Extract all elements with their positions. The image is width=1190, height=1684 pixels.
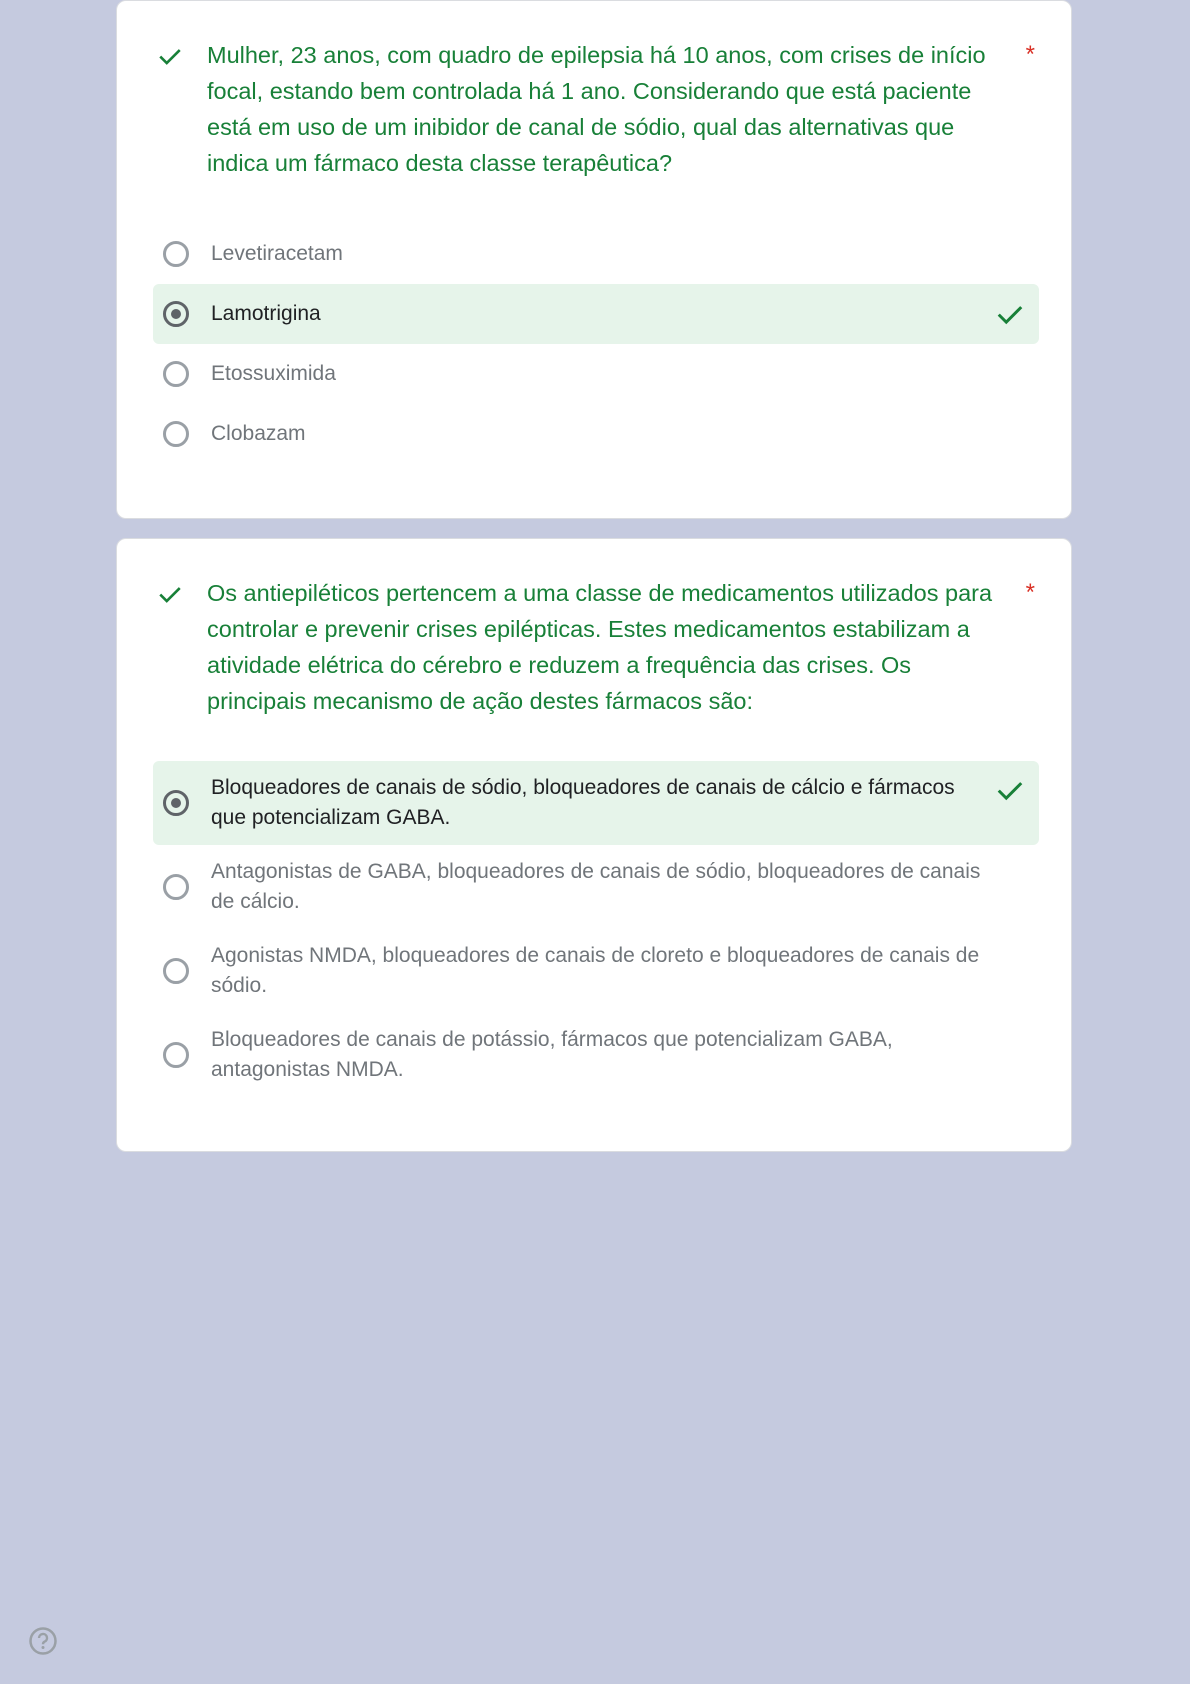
radio-button-selected[interactable] (163, 301, 189, 327)
radio-button[interactable] (163, 361, 189, 387)
option-clobazam[interactable] (153, 404, 1039, 464)
option-line: que potencializam GABA. (211, 806, 451, 829)
question-line: Mulher, 23 anos, com quadro de epilepsia há 10 anos, com crises de início (207, 42, 986, 68)
option-etossuximida[interactable] (153, 344, 1039, 404)
required-asterisk: * (1025, 41, 1035, 68)
question-title (207, 37, 1017, 181)
question-line: principais mecanismo de ação destes fármacos são: (207, 688, 753, 714)
option-label: Clobazam (211, 422, 306, 445)
radio-button[interactable] (163, 1042, 189, 1068)
option-line: Bloqueadores de canais de potássio, fármacos que potencializam GABA, (211, 1028, 893, 1051)
option-label: Levetiracetam (211, 242, 343, 265)
option-line: antagonistas NMDA. (211, 1058, 404, 1081)
question-card-1 (116, 0, 1072, 519)
correct-check-icon (995, 299, 1025, 329)
question-line: indica um fármaco desta classe terapêutica? (207, 150, 673, 176)
option-line: Agonistas NMDA, bloqueadores de canais de cloreto e bloqueadores de canais de (211, 944, 980, 967)
radio-button-selected[interactable] (163, 790, 189, 816)
option-3[interactable] (153, 929, 1039, 1013)
option-line: Bloqueadores de canais de sódio, bloqueadores de canais de cálcio e fármacos (211, 776, 955, 799)
option-1[interactable] (153, 761, 1039, 845)
option-4[interactable] (153, 1013, 1039, 1097)
radio-button[interactable] (163, 958, 189, 984)
option-2[interactable] (153, 845, 1039, 929)
required-asterisk: * (1025, 579, 1035, 606)
option-lamotrigina[interactable] (153, 284, 1039, 344)
question-line: está em uso de um inibidor de canal de sódio, qual das alternativas que (207, 114, 955, 140)
radio-button[interactable] (163, 421, 189, 447)
option-label (211, 941, 1011, 1001)
radio-button[interactable] (163, 874, 189, 900)
option-levetiracetam[interactable] (153, 224, 1039, 284)
check-icon (157, 43, 183, 69)
radio-button[interactable] (163, 241, 189, 267)
question-line: atividade elétrica do cérebro e reduzem a frequência das crises. Os (207, 652, 912, 678)
option-line: Antagonistas de GABA, bloqueadores de canais de sódio, bloqueadores de canais (211, 860, 981, 883)
check-icon (157, 581, 183, 607)
option-line: sódio. (211, 974, 268, 997)
question-line: Os antiepiléticos pertencem a uma classe de medicamentos utilizados para (207, 580, 993, 606)
option-label (211, 773, 1011, 833)
question-line: focal, estando bem controlada há 1 ano. Considerando que está paciente (207, 78, 972, 104)
option-label (211, 1025, 1011, 1085)
question-line: controlar e prevenir crises epilépticas. Estes medicamentos estabilizam a (207, 616, 970, 642)
option-label (211, 857, 1011, 917)
option-label: Etossuximida (211, 362, 336, 385)
option-label: Lamotrigina (211, 302, 321, 325)
question-title (207, 575, 1017, 719)
help-icon[interactable] (28, 1626, 58, 1656)
option-line: de cálcio. (211, 890, 300, 913)
correct-check-icon (995, 775, 1025, 805)
question-card-2 (116, 538, 1072, 1152)
